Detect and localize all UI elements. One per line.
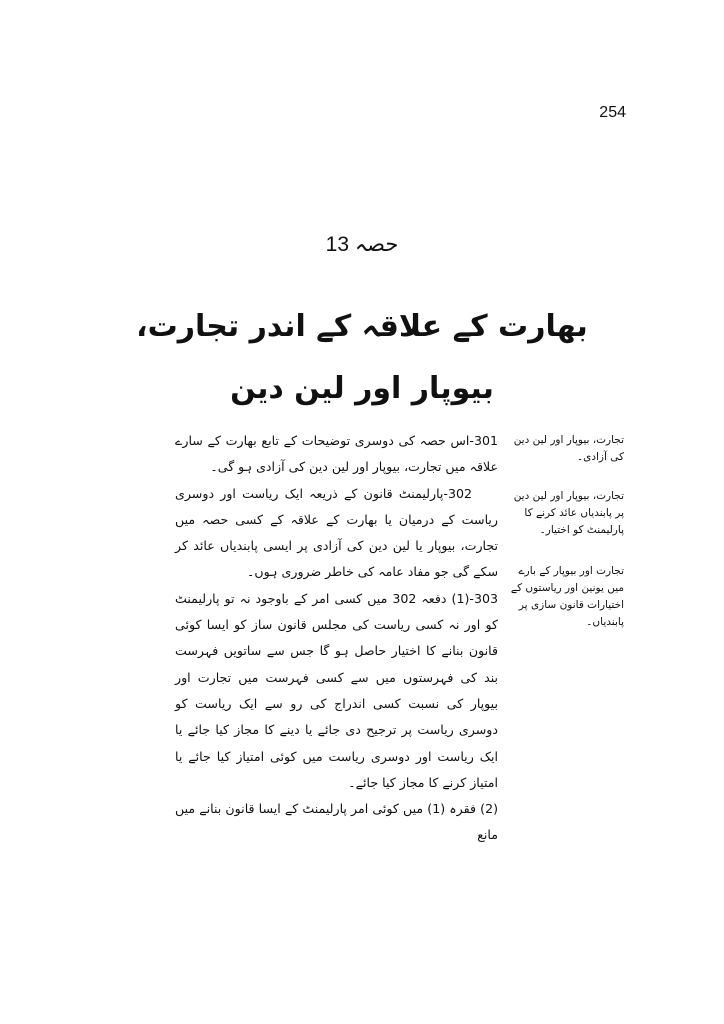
margin-notes [506,432,624,631]
title-line-1: بھارت کے علاقہ کے اندر تجارت، [136,309,588,344]
page-title [120,296,604,420]
margin-note-301: تجارت، بیوپار اور لین دین کی آزادی۔ [513,434,624,463]
margin-note-302: تجارت، بیوپار اور لین دین پر پابندیاں عائد کرنے کا پارلیمنٹ کو اختیار۔ [513,490,624,536]
section-302: 302-پارلیمنٹ قانون کے ذریعہ ایک ریاست اور دوسری ریاست کے درمیان یا بھارت کے علاقہ کے کسی حصہ میں تجارت، بیوپار یا لین دین کی آزادی پر ایسی پابندیاں عائد کر سکے گی جو مفاد عامہ کی خاطر ضروری ہوں۔ [175,485,498,580]
section-301: 301-اس حصہ کی دوسری توضیحات کے تابع بھارت کے سارے علاقہ میں تجارت، بیوپار اور لین دین کی آزادی ہو گی۔ [175,433,498,475]
section-303-clause-1: 303-(1) دفعہ 302 میں کسی امر کے باوجود نہ تو پارلیمنٹ کو اور نہ کسی ریاست کی مجلس قانون ساز کو ایسا کوئی قانون بنانے کا اختیار حاصل ہو گا جس سے ساتویں فہرست بند کی فہرستوں میں سے کسی فہرست میں تجارت اور بیوپار کی نسبت کسی اندراج کی رو سے ایک ریاست کو دوسری ریاست پر ترجیح دی جائے یا دینے کا مجاز کیا جائے یا ایک ریاست اور دوسری ریاست میں کوئی امتیاز کیا جائے یا امتیاز کرنے کا مجاز کیا جائے۔ [175,590,498,790]
part-heading: حصہ 13 [325,233,399,256]
body-text [175,428,498,849]
title-line-2: بیوپار اور لین دین [230,371,494,406]
margin-note-303: تجارت اور بیوپار کے بارے میں یونین اور ریاستوں کے اختیارات قانون سازی پر پابندیاں۔ [510,565,624,628]
page-number: 254 [599,104,626,121]
section-303-clause-2: (2) فقرہ (1) میں کوئی امر پارلیمنٹ کے ایسا قانون بنانے میں مانع [175,801,498,843]
